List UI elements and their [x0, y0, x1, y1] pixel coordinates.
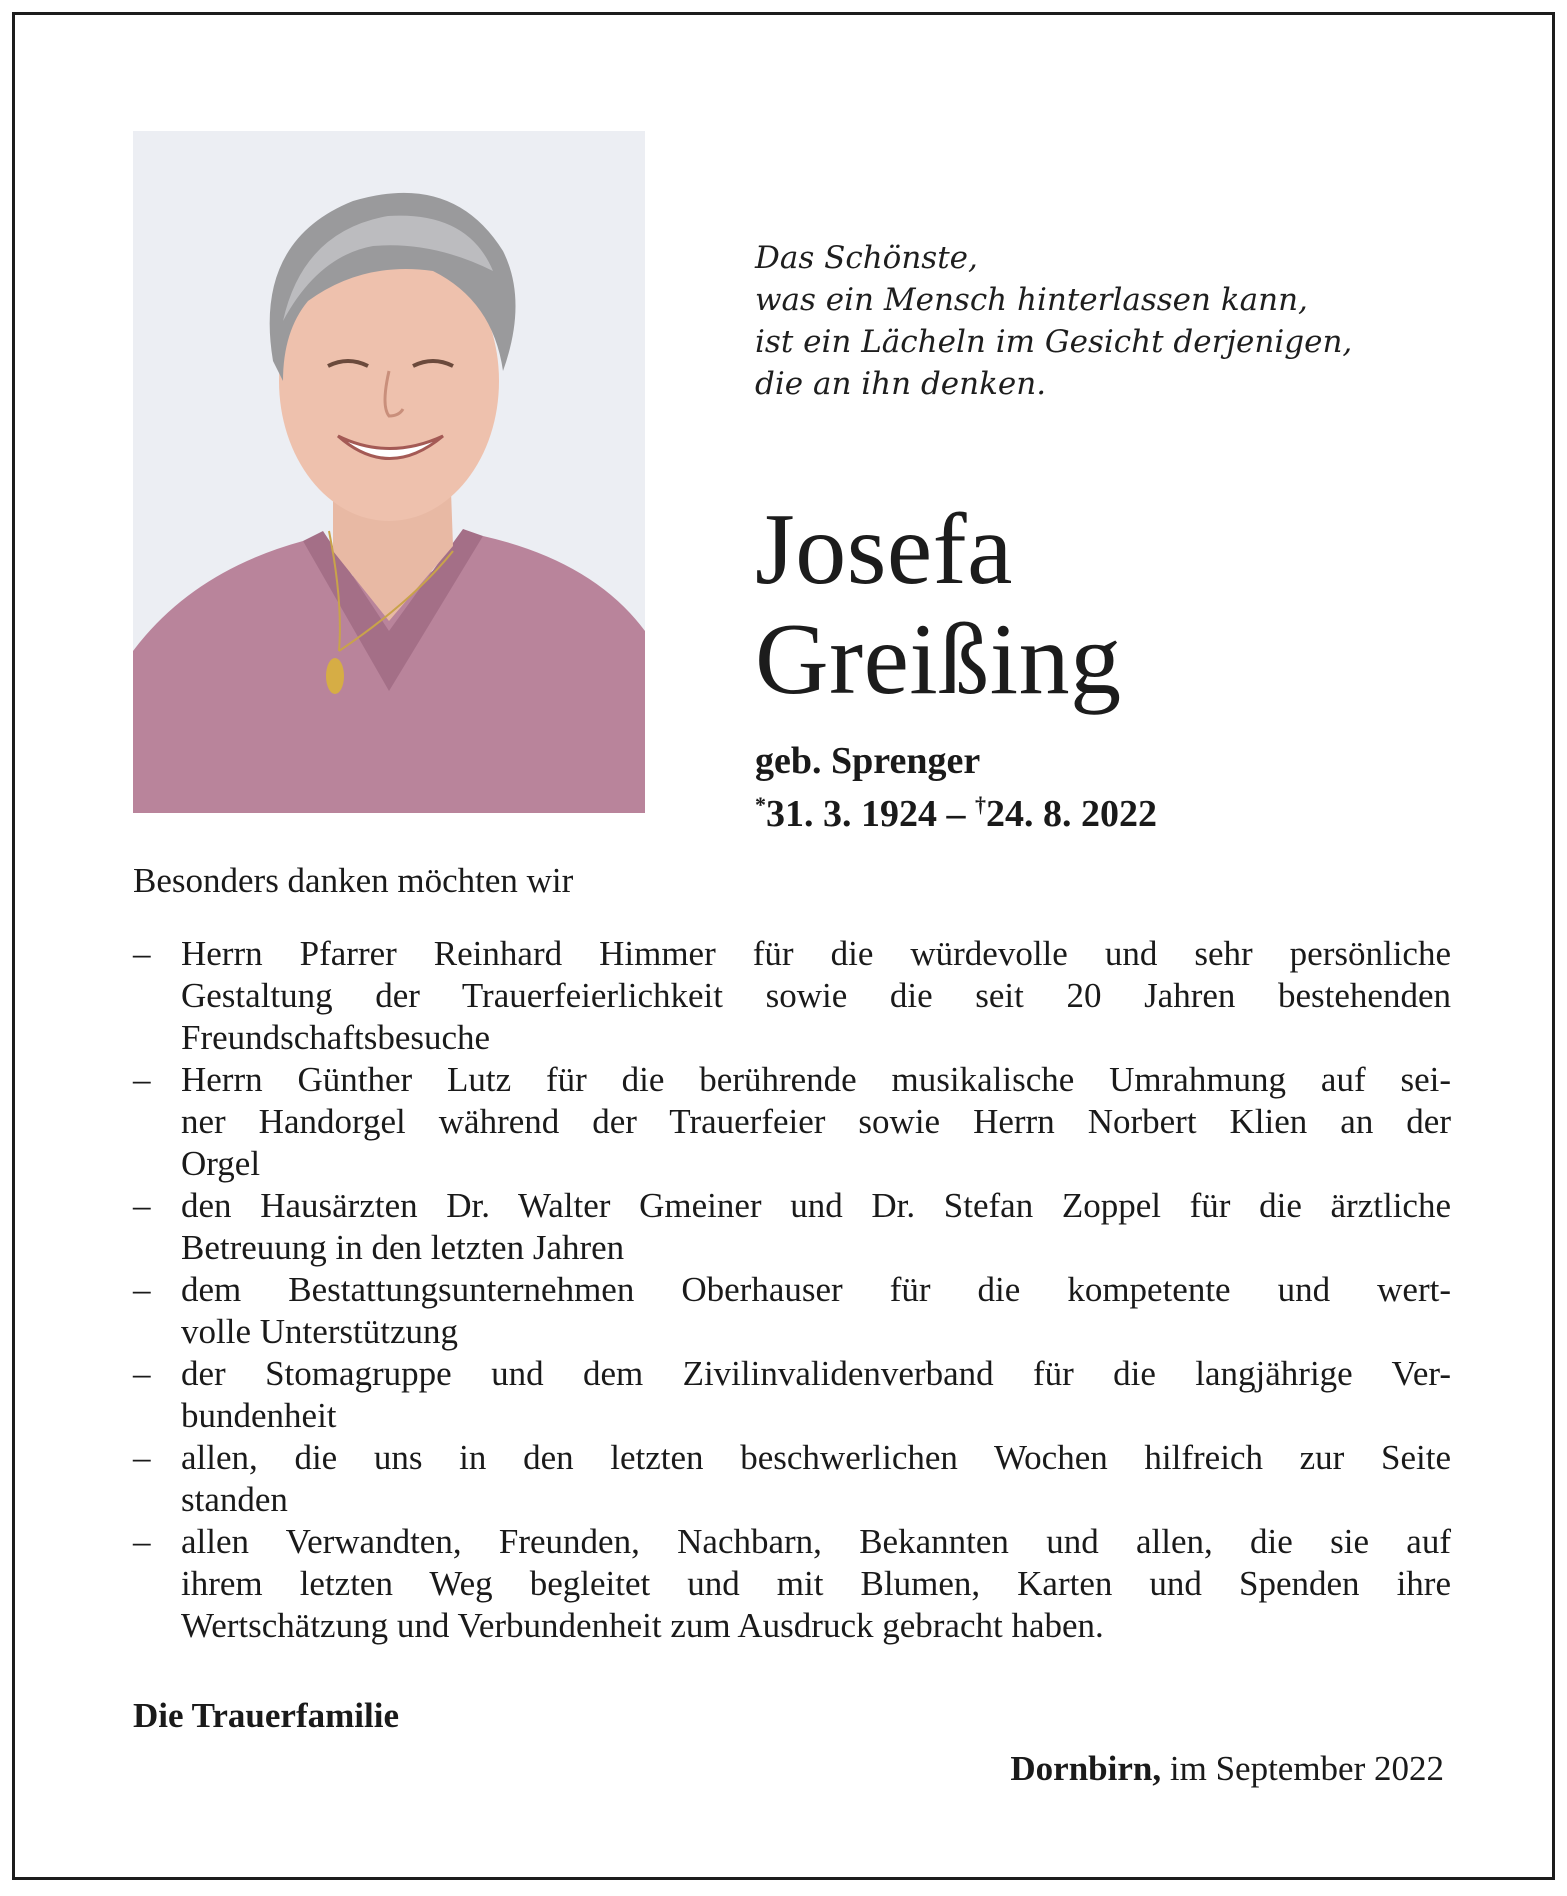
memorial-quote	[755, 237, 1352, 405]
list-dash: –	[133, 1186, 151, 1225]
list-dash: –	[133, 1270, 151, 1309]
thanks-line: bundenheit	[181, 1396, 337, 1435]
place-date	[1010, 1748, 1444, 1790]
thanks-line: allen, die uns in den letzten beschwerlichen Wochen hilfreich zur Seite	[181, 1438, 1451, 1477]
list-dash: –	[133, 934, 151, 973]
quote-line: was ein Mensch hinterlassen kann,	[755, 282, 1308, 318]
thanks-item	[133, 1059, 1451, 1185]
deceased-name	[755, 495, 1122, 715]
list-dash: –	[133, 1522, 151, 1561]
thanks-line: allen Verwandten, Freunden, Nachbarn, Bekannten und allen, die sie auf	[181, 1522, 1451, 1561]
life-dates	[755, 783, 1157, 836]
thanks-line: der Stomagruppe und dem Zivilinvalidenverband für die langjährige Ver-	[181, 1354, 1451, 1393]
thanks-line: Betreuung in den letzten Jahren	[181, 1228, 625, 1267]
date-separator: –	[937, 793, 975, 835]
place-month: im September 2022	[1169, 1749, 1444, 1788]
thanks-line: Orgel	[181, 1144, 261, 1183]
thanks-line: Wertschätzung und Verbundenheit zum Ausdruck gebracht haben.	[181, 1606, 1104, 1645]
obituary-card	[12, 12, 1555, 1880]
thanks-line: standen	[181, 1480, 288, 1519]
thanks-line: Freundschaftsbesuche	[181, 1018, 491, 1057]
quote-line: ist ein Lächeln im Gesicht derjenigen,	[755, 324, 1353, 360]
thanks-line: dem Bestattungsunternehmen Oberhauser für die kompetente und wert-	[181, 1270, 1451, 1309]
thanks-list	[133, 933, 1451, 1647]
list-dash: –	[133, 1060, 151, 1099]
first-name: Josefa	[755, 493, 1013, 606]
place-city: Dornbirn,	[1010, 1749, 1162, 1788]
thanks-item	[133, 1185, 1451, 1269]
portrait-photo	[133, 131, 645, 813]
thanks-item	[133, 933, 1451, 1059]
thanks-line: ner Handorgel während der Trauerfeier sowie Herrn Norbert Klien an der	[181, 1102, 1451, 1141]
quote-line: Das Schönste,	[755, 240, 978, 276]
birth-date: 31. 3. 1924	[766, 793, 937, 835]
thanks-line: Gestaltung der Trauerfeierlichkeit sowie die seit 20 Jahren bestehenden	[181, 976, 1451, 1015]
list-dash: –	[133, 1438, 151, 1477]
thanks-item	[133, 1353, 1451, 1437]
last-name: Greißing	[755, 603, 1122, 716]
death-date: 24. 8. 2022	[986, 793, 1157, 835]
birth-name: geb. Sprenger	[755, 740, 981, 782]
thanks-line: ihrem letzten Weg begleitet und mit Blumen, Karten und Spenden ihre	[181, 1564, 1451, 1603]
thanks-line: den Hausärzten Dr. Walter Gmeiner und Dr. Stefan Zoppel für die ärztliche	[181, 1186, 1451, 1225]
thanks-item	[133, 1437, 1451, 1521]
thanks-line: volle Unterstützung	[181, 1312, 459, 1351]
thanks-item	[133, 1269, 1451, 1353]
thanks-intro: Besonders danken möchten wir	[133, 861, 574, 900]
signature-family: Die Trauerfamilie	[133, 1696, 399, 1735]
birth-symbol: *	[755, 792, 766, 817]
list-dash: –	[133, 1354, 151, 1393]
quote-line: die an ihn denken.	[755, 366, 1047, 402]
thanks-line: Herrn Pfarrer Reinhard Himmer für die würdevolle und sehr persönliche	[181, 934, 1451, 973]
thanks-item	[133, 1521, 1451, 1647]
thanks-line: Herrn Günther Lutz für die berührende musikalische Umrahmung auf sei-	[181, 1060, 1451, 1099]
death-symbol: †	[975, 792, 986, 817]
